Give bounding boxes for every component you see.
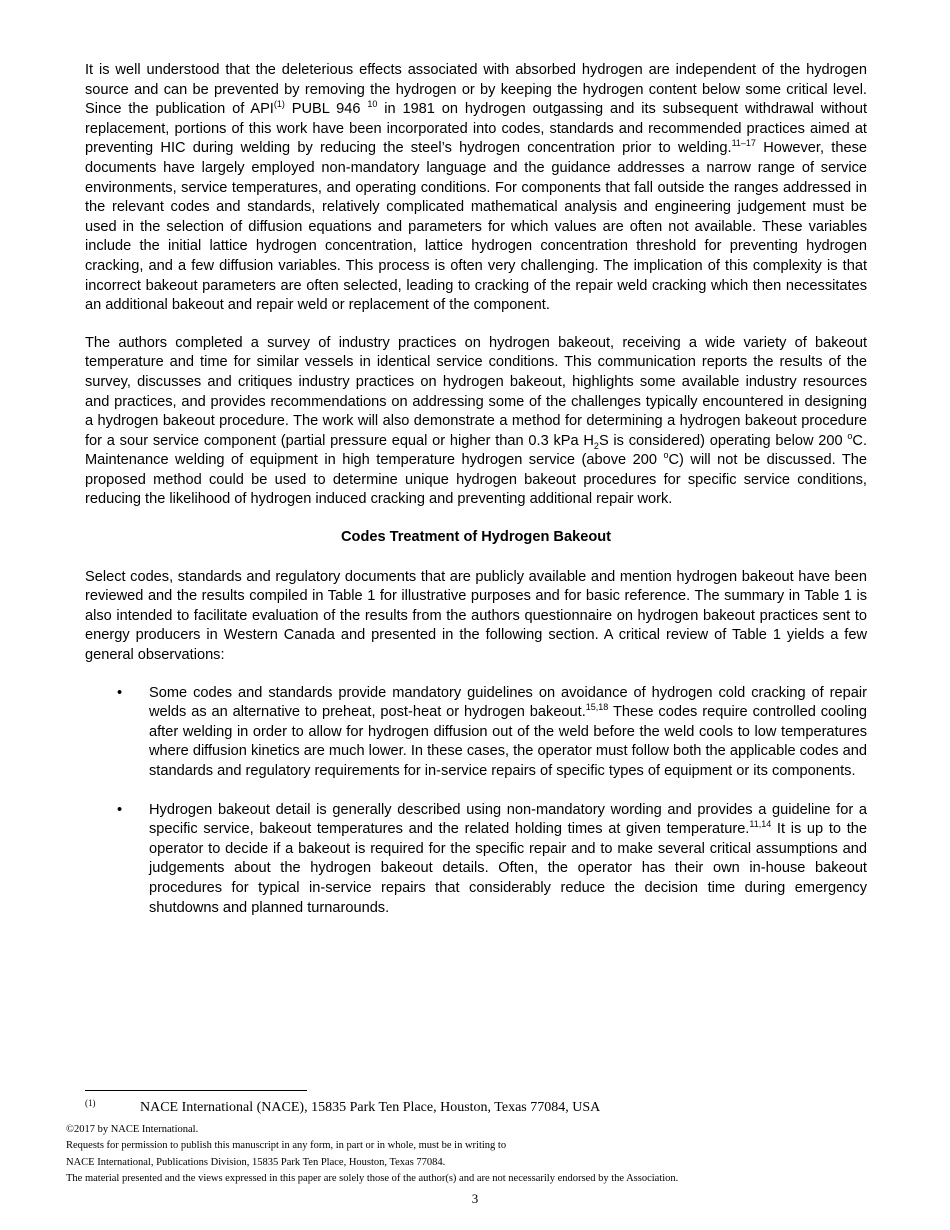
footnote-mark: (1) [85, 1098, 96, 1108]
copyright-line: ©2017 by NACE International. [66, 1124, 199, 1135]
bullet-icon: • [117, 801, 123, 818]
text-run: in 1981 on hydrogen outgassing and its subsequent withdrawal without replacement, portions of this work have been incorporated into codes, standards and recommended practices aimed at preventing HIC during welding by reducing the steel’s hydrogen concentration prior to welding. [85, 101, 867, 157]
permission-line: Requests for permission to publish this manuscript in any form, in part or in whole, must be in writing to [66, 1140, 507, 1152]
paragraph-intro [85, 61, 867, 316]
citation-ref: 10 [367, 99, 378, 110]
text-run: It is up to the operator to decide if a bakeout is required for the specific repair and to make several critical assumptions and judgements about the hydrogen bakeout details. Often, the operator has their own in-house bakeout procedures for typical in-service repairs that considerably reduce the decision time during emergency shutdowns and planned turnarounds. [149, 821, 867, 916]
section-heading: Codes Treatment of Hydrogen Bakeout [340, 529, 612, 546]
copyright-block [66, 1122, 678, 1187]
paragraph-survey [85, 334, 867, 510]
footnote [85, 1098, 601, 1119]
bullet-icon: • [117, 684, 123, 701]
disclaimer-line: The material presented and the views expressed in this paper are solely those of the author(s) and are not necessarily endorsed by the Association. [66, 1172, 679, 1184]
observations-list [85, 684, 867, 919]
page-body [85, 61, 867, 937]
text-run: The authors completed a survey of industry practices on hydrogen bakeout, receiving a wide variety of bakeout temperature and time for similar vessels in identical service conditions. This communication reports the results of the survey, discusses and critiques industry practices on hydrogen bakeout, highlights some available industry resources and practices, and provides recommendations on addressing some of the challenges typically encountered in designing a hydrogen bakeout procedure. The work will also demonstrate a method for determining a hydrogen bakeout procedure for a sour service component (partial pressure equal or higher than 0.3 kPa H [85, 334, 867, 449]
degree-sign: o [663, 450, 669, 461]
text-run: However, these documents have largely employed non-mandatory language and the guidance addresses a narrow range of service environments, service temperatures, and operating conditions. For components that fall outside the ranges addressed in the relevant codes and standards, relatively complicated mathematical analysis and engineering judgement must be used in the selection of diffusion equations and parameters for which values are often not available. These variables include the initial lattice hydrogen concentration, lattice hydrogen concentration threshold for preventing hydrogen cracking, and a few diffusion variables. This process is often very challenging. The implication of this complexity is that incorrect bakeout parameters are often selected, leading to cracking of the repair weld cracking which then necessitates an additional bakeout and repair weld or replacement of the component. [85, 140, 867, 314]
footnote-text: NACE International (NACE), 15835 Park Ten Place, Houston, Texas 77084, USA [140, 1100, 601, 1115]
citation-ref: 15,18 [585, 702, 609, 713]
subscript: 2 [593, 440, 599, 451]
footnote-divider [85, 1090, 307, 1091]
address-line: NACE International, Publications Division, 15835 Park Ten Place, Houston, Texas 77084. [66, 1156, 446, 1168]
text-run: S is considered) operating below 200 [598, 432, 848, 449]
footnote-ref: (1) [273, 99, 285, 110]
text-run: PUBL 946 [284, 101, 368, 118]
text-run: These codes require controlled cooling after welding in order to allow for hydrogen diffusion out of the weld before the weld cools to low temperatures where diffusion kinetics are much lower. In these cases, the operator must follow both the applicable codes and standards and regulatory requirements for in-service repairs of specific types of equipment or its components. [149, 704, 868, 779]
citation-ref: 11–17 [731, 138, 756, 149]
paragraph-codes: Select codes, standards and regulatory documents that are publicly available and mention hydrogen bakeout have been reviewed and the results compiled in Table 1 for illustrative purposes and for basic reference. The summary in Table 1 is also intended to facilitate evaluation of the results from the authors questionnaire on hydrogen bakeout practices sent to energy producers in Western Canada and presented in the following section. A critical review of Table 1 yields a few general observations: [85, 568, 867, 664]
text-run: Some codes and standards provide mandatory guidelines on avoidance of hydrogen cold cracking of repair welds as an alternative to preheat, post-heat or hydrogen bakeout. [149, 684, 867, 721]
degree-sign: o [847, 430, 853, 441]
citation-ref: 11,14 [749, 819, 772, 830]
text-run: C) will not be discussed. The proposed method could be used to determine unique hydrogen bakeout procedures for specific service conditions, reducing the likelihood of hydrogen induced cracking and preventing additional repair work. [85, 452, 867, 508]
list-item [85, 684, 867, 782]
text-run: C. Maintenance welding of equipment in high temperature hydrogen service (above 200 [85, 432, 867, 469]
list-item [85, 801, 867, 919]
page-number: 3 [471, 1191, 479, 1206]
text-run: It is well understood that the deleterious effects associated with absorbed hydrogen are independent of the hydrogen source and can be prevented by removing the hydrogen or by keeping the hydrogen content below some critical level. Since the publication of API [85, 62, 867, 118]
text-run: Hydrogen bakeout detail is generally described using non-mandatory wording and provides a guideline for a specific service, bakeout temperatures and the related holding times at given temperature. [149, 801, 867, 838]
